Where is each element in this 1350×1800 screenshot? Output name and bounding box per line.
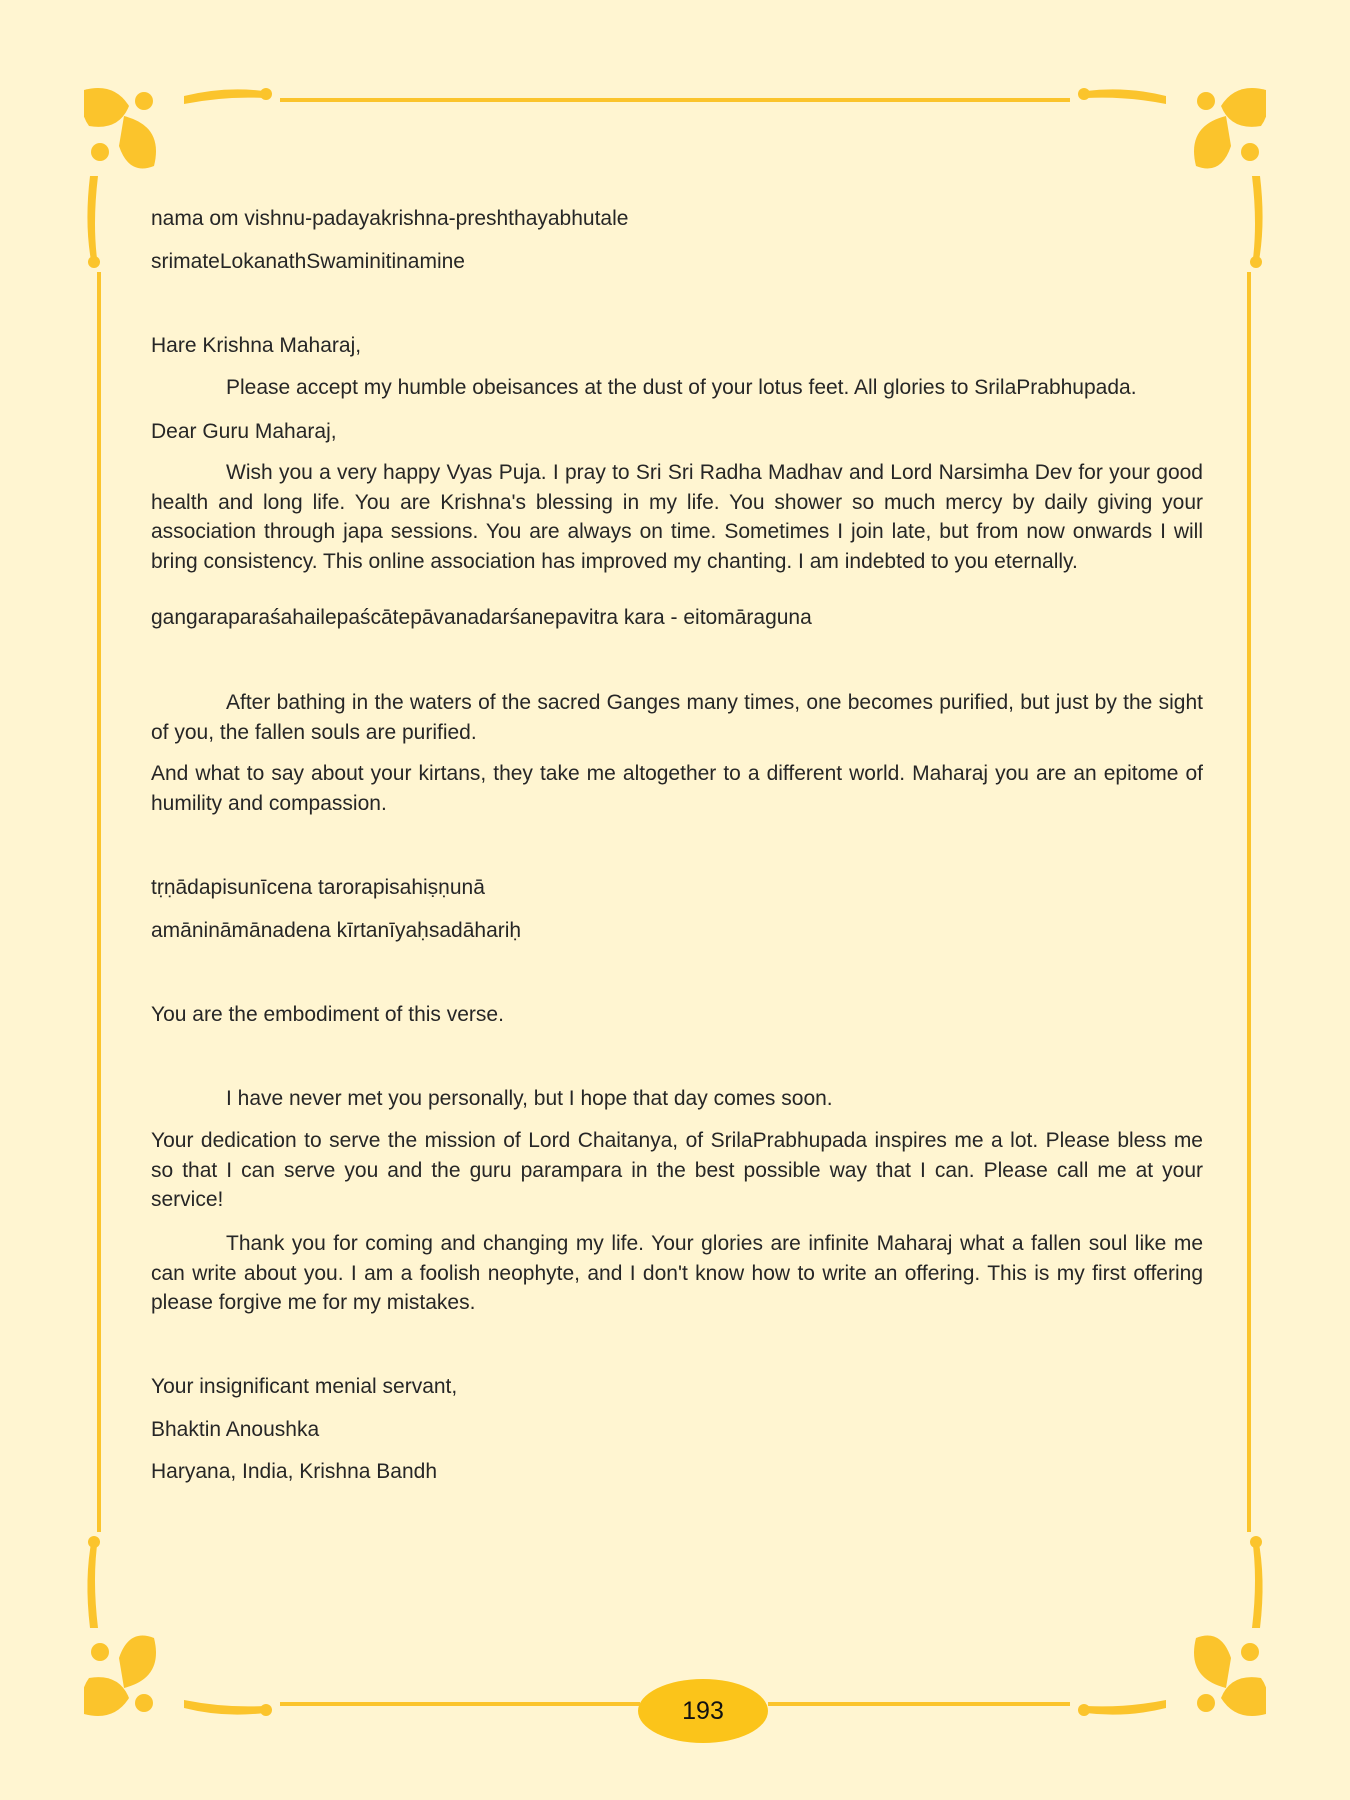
page-number: 193: [638, 1679, 768, 1743]
paragraph-kirtans: And what to say about your kirtans, they take me altogether to a different world. Maharaj you are an epitome of humility and compassion.: [151, 762, 1203, 815]
dear-line: Dear Guru Maharaj,: [151, 420, 337, 443]
signoff-location: Haryana, India, Krishna Bandh: [151, 1460, 438, 1483]
border-right: [1247, 272, 1251, 1532]
header-verse-line: nama om vishnu-padayakrishna-preshthayabhutale: [151, 207, 629, 230]
signoff-line: Your insignificant menial servant,: [151, 1375, 458, 1398]
obeisances: Please accept my humble obeisances at the dust of your lotus feet. All glories to SrilaPrabhupada.: [226, 376, 1137, 399]
border-bottom-left: [280, 1702, 640, 1706]
paragraph-after: After bathing in the waters of the sacred Ganges many times, one becomes purified, but just by the sight of you, the fallen souls are purified.: [151, 691, 1203, 744]
embodiment-line: You are the embodiment of this verse.: [151, 1003, 504, 1026]
letter-body: [151, 204, 1203, 1487]
ganga-verse: gangaraparaśahailepaścātepāvanadarśanepavitra kara - eitomāraguna: [151, 606, 812, 629]
paragraph-thank: Thank you for coming and changing my life. Your glories are infinite Maharaj what a fallen soul like me can write about you. I am a foolish neophyte, and I don't know how to write an offering. This is my first offering please forgive me for my mistakes.: [151, 1232, 1203, 1314]
never-met-line: I have never met you personally, but I hope that day comes soon.: [226, 1087, 833, 1110]
header-verse-line: srimateLokanathSwaminitinamine: [151, 250, 465, 273]
corner-ornament-icon: [1066, 1518, 1266, 1718]
border-bottom-right: [768, 1702, 1070, 1706]
salutation: Hare Krishna Maharaj,: [151, 334, 362, 357]
trna-verse-line: amānināmānadena kīrtanīyaḥsadāhariḥ: [151, 919, 522, 942]
trna-verse-line: tṛṇādapisunīcena tarorapisahiṣṇunā: [151, 876, 485, 899]
paragraph-wish: Wish you a very happy Vyas Puja. I pray to Sri Sri Radha Madhav and Lord Narsimha Dev for your good health and long life. You are Krishna's blessing in my life. You shower so much mercy by daily giving your association through japa sessions. You are always on time. Sometimes I join late, but from now onwards I will bring consistency. This online association has improved my chanting. I am indebted to you eternally.: [151, 461, 1203, 573]
border-left: [97, 272, 101, 1532]
signoff-name: Bhaktin Anoushka: [151, 1418, 320, 1441]
paragraph-dedication: Your dedication to serve the mission of Lord Chaitanya, of SrilaPrabhupada inspires me a lot. Please bless me so that I can serve you and the guru parampara in the best possible way that I can. Please call me at your service!: [151, 1129, 1203, 1211]
border-top: [280, 98, 1070, 102]
corner-ornament-icon: [84, 1518, 284, 1718]
